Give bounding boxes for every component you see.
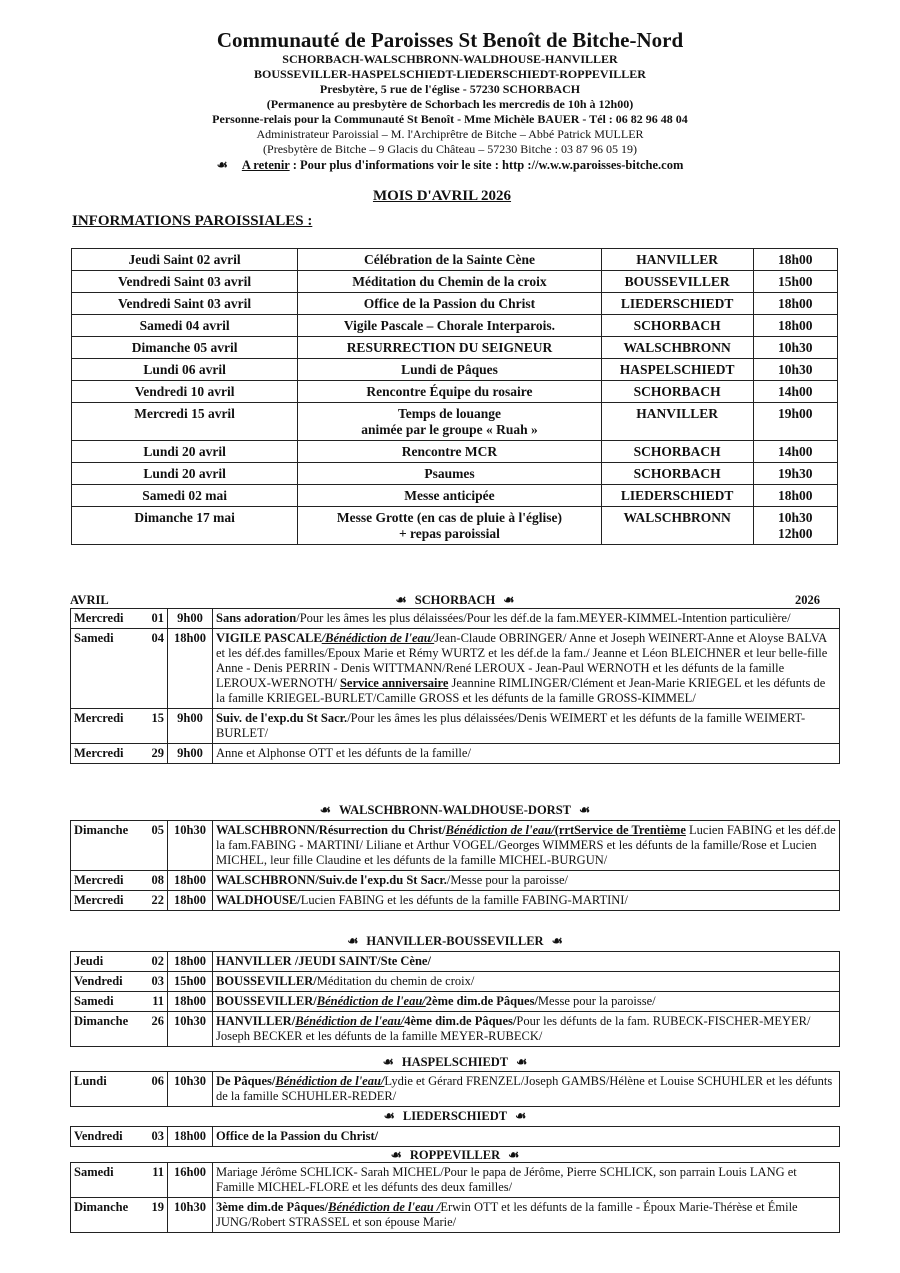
intention-part: Lucien FABING et les déf.de la fam.FABING - MARTINI/ Liliane et Arthur VOGEL/Georges WIMMERS et les défunts de la famille/Rose et Lucien MICHEL, leur fille Claudine et les défunts de la famille MICHEL-BURGUN/ (216, 823, 836, 867)
mass-day (71, 952, 168, 972)
leaf-ornament-icon: ☙ (551, 934, 563, 948)
event-place: LIEDERSCHIEDT (601, 293, 753, 315)
intention-part: Office de la Passion du Christ/ (216, 1129, 379, 1143)
table-row (71, 821, 840, 871)
day-name: Mercredi (74, 746, 124, 760)
event-name (298, 463, 602, 485)
event-time (753, 359, 837, 381)
mass-intentions (213, 709, 840, 744)
roppeviller-table (70, 1162, 840, 1233)
leaf-ornament-icon: ☙ (347, 934, 359, 948)
mass-time: 9h00 (168, 744, 213, 764)
mass-time: 9h00 (168, 609, 213, 629)
intention-part: HANVILLER /JEUDI SAINT/Ste Cène/ (216, 954, 431, 968)
event-name-line: Célébration de la Sainte Cène (363, 252, 535, 267)
event-place: HANVILLER (601, 249, 753, 271)
table-row (72, 507, 838, 545)
event-time-line: 10h30 (778, 362, 813, 377)
table-row (72, 249, 838, 271)
intention-part: Bénédiction de l'eau / (328, 1200, 441, 1214)
day-name: Mercredi (74, 873, 124, 887)
mass-time: 18h00 (168, 891, 213, 911)
administrator: Administrateur Paroissial – M. l'Archiprêtre de Bitche – Abbé Patrick MULLER (256, 127, 644, 141)
event-time-line: 18h00 (778, 252, 813, 267)
event-name-line-2: animée par le groupe « Ruah » (361, 422, 538, 437)
section-header-haspelschiedt (70, 1055, 840, 1070)
intention-part: Bénédiction de l'eau/ (295, 1014, 405, 1028)
villages-line-1: SCHORBACH-WALSCHBRONN-WALDHOUSE-HANVILLER (282, 52, 618, 66)
parish-title: Communauté de Paroisses St Benoît de Bitche-Nord (216, 28, 684, 52)
mass-time: 18h00 (168, 952, 213, 972)
intention-part: Mariage Jérôme SCHLICK- Sarah MICHEL/Pour le papa de Jérôme, Pierre SCHLICK, son parrain Louis LANG et Famille MICHEL-FLORE et les défunts des deux familles/ (216, 1165, 797, 1194)
intention-part: Anne et Alphonse OTT et les défunts de la famille/ (216, 746, 471, 760)
event-place: SCHORBACH (601, 381, 753, 403)
day-number: 11 (152, 994, 164, 1008)
event-time-line: 15h00 (778, 274, 813, 289)
event-time-line-2: 12h00 (778, 526, 813, 541)
table-row (72, 271, 838, 293)
intention-part: 4ème dim.de Pâques/ (404, 1014, 517, 1028)
mass-intentions (213, 744, 840, 764)
day-name: Samedi (74, 631, 114, 645)
intention-part: Lydie et Gérard FRENZEL/Joseph GAMBS/Hélène et Louise SCHUHLER et les défunts de la famille SCHUHLER-REDER/ (216, 1074, 833, 1103)
retenir-text: : Pour plus d'informations voir le site : http ://w.w.w.paroisses-bitche.com (289, 158, 684, 172)
event-place: LIEDERSCHIEDT (601, 485, 753, 507)
leaf-ornament-icon: ☙ (216, 158, 228, 172)
mass-time: 10h30 (168, 1072, 213, 1107)
event-date: Mercredi 15 avril (72, 403, 298, 441)
mass-time: 16h00 (168, 1163, 213, 1198)
intention-part: Méditation du chemin de croix/ (316, 974, 475, 988)
event-time (753, 271, 837, 293)
section-header-liederschiedt (70, 1109, 840, 1124)
day-number: 01 (151, 611, 164, 625)
event-name (298, 507, 602, 545)
day-name: Dimanche (74, 823, 129, 837)
villages-line-2: BOUSSEVILLER-HASPELSCHIEDT-LIEDERSCHIEDT-ROPPEVILLER (254, 67, 646, 81)
event-date: Samedi 04 avril (72, 315, 298, 337)
event-time-line: 18h00 (778, 296, 813, 311)
intention-part: VIGILE PASCALE (216, 631, 322, 645)
section-title: ROPPEVILLER (409, 1148, 501, 1162)
table-row (71, 952, 840, 972)
table-row (71, 609, 840, 629)
event-name-line: Temps de louange (397, 406, 501, 421)
contact-person: Personne-relais pour la Communauté St Benoît - Mme Michèle BAUER - Tél : 06 82 96 48 04 (212, 112, 688, 126)
event-time (753, 403, 837, 441)
event-place: SCHORBACH (601, 315, 753, 337)
event-time-line: 10h30 (778, 340, 813, 355)
event-place: BOUSSEVILLER (601, 271, 753, 293)
event-place: SCHORBACH (601, 441, 753, 463)
bitche-address: (Presbytère de Bitche – 9 Glacis du Château – 57230 Bitche : 03 87 96 05 19) (263, 142, 637, 156)
leaf-ornament-icon: ☙ (390, 1148, 402, 1162)
mass-day (71, 1127, 168, 1147)
table-row (72, 359, 838, 381)
event-date: Lundi 20 avril (72, 441, 298, 463)
intention-part: /Pour les âmes les plus délaissées/Denis WEIMERT et les défunts de la famille WEIMERT-BURLET/ (216, 711, 806, 740)
mass-time: 18h00 (168, 1127, 213, 1147)
day-name: Mercredi (74, 893, 124, 907)
leaf-ornament-icon: ☙ (515, 1109, 527, 1123)
mass-intentions (213, 871, 840, 891)
event-name-line: Vigile Pascale – Chorale Interparois. (343, 318, 556, 333)
event-time (753, 441, 837, 463)
event-time (753, 249, 837, 271)
event-date: Vendredi Saint 03 avril (72, 293, 298, 315)
event-place: HANVILLER (601, 403, 753, 441)
leaf-ornament-icon: ☙ (319, 803, 331, 817)
event-place: SCHORBACH (601, 463, 753, 485)
mass-day (71, 629, 168, 709)
table-row (71, 1072, 840, 1107)
walschbronn-table (70, 820, 840, 911)
intention-part: /Bénédiction de l'eau/ (321, 631, 435, 645)
event-date: Lundi 06 avril (72, 359, 298, 381)
mass-time: 10h30 (168, 1198, 213, 1233)
section-header-walschbronn (70, 803, 840, 818)
day-number: 06 (151, 1074, 164, 1088)
intention-part: 3ème dim.de Pâques/ (216, 1200, 329, 1214)
table-row (72, 463, 838, 485)
day-number: 26 (151, 1014, 164, 1028)
day-number: 03 (151, 974, 164, 988)
mass-intentions (213, 821, 840, 871)
event-time-line: 14h00 (778, 384, 813, 399)
day-name: Mercredi (74, 711, 124, 725)
event-name-line: Psaumes (424, 466, 475, 481)
event-name (298, 249, 602, 271)
event-date: Vendredi Saint 03 avril (72, 271, 298, 293)
mass-day (71, 871, 168, 891)
intention-part: Suiv. de l'exp.du St Sacr. (216, 711, 348, 725)
schorbach-table (70, 608, 840, 764)
mass-time: 10h30 (168, 1012, 213, 1047)
mass-intentions (213, 1198, 840, 1233)
mass-day (71, 972, 168, 992)
mass-intentions (213, 972, 840, 992)
leaf-ornament-icon: ☙ (516, 1055, 528, 1069)
mass-intentions (213, 1127, 840, 1147)
table-row (71, 871, 840, 891)
day-name: Vendredi (74, 1129, 123, 1143)
mass-day (71, 609, 168, 629)
intention-part: Sans adoration (216, 611, 297, 625)
month-title: MOIS D'AVRIL 2026 (372, 188, 512, 204)
section-header-roppeviller (70, 1148, 840, 1163)
leaf-ornament-icon: ☙ (503, 593, 515, 607)
event-time-line: 19h30 (778, 466, 813, 481)
leaf-ornament-icon: ☙ (578, 803, 591, 817)
mass-intentions (213, 1163, 840, 1198)
intention-part: Bénédiction de l'eau/ (275, 1074, 385, 1088)
day-number: 22 (151, 893, 164, 907)
mass-day (71, 1012, 168, 1047)
intention-part: WALSCHBRONN/Suiv.de l'exp.du St Sacr. (216, 873, 447, 887)
event-time (753, 485, 837, 507)
intention-part: Jeannine RIMLINGER/Clément et Jean-Marie KRIEGEL et les défunts de la famille KRIEGEL-BURLET/Camille GROSS et les défunts de la famille GROSS-KIMMEL/ (216, 676, 826, 705)
leaf-ornament-icon: ☙ (382, 1055, 394, 1069)
event-date: Lundi 20 avril (72, 463, 298, 485)
table-row (71, 1012, 840, 1047)
event-name (298, 403, 602, 441)
event-name-line-2: + repas paroissial (398, 526, 500, 541)
event-time (753, 315, 837, 337)
event-time-line: 19h00 (778, 406, 813, 421)
intention-part: BOUSSEVILLER/ (216, 974, 317, 988)
event-date: Dimanche 05 avril (72, 337, 298, 359)
table-row (72, 441, 838, 463)
event-time (753, 507, 837, 545)
event-name-line: Messe anticipée (404, 488, 495, 503)
intention-part: WALDHOUSE/ (216, 893, 301, 907)
event-name-line: Rencontre MCR (401, 444, 498, 459)
event-time (753, 337, 837, 359)
intention-part: Lucien FABING et les défunts de la famille FABING-MARTINI/ (300, 893, 628, 907)
intention-part: 2ème dim.de Pâques/ (425, 994, 538, 1008)
table-row (71, 972, 840, 992)
mass-day (71, 709, 168, 744)
day-name: Mercredi (74, 611, 124, 625)
table-row (72, 293, 838, 315)
intention-part: Pour les défunts de la fam. RUBECK-FISCHER-MEYER/ Joseph BECKER et les défunts de la famille MEYER-RUBECK/ (216, 1014, 811, 1043)
mass-intentions (213, 891, 840, 911)
mass-intentions (213, 629, 840, 709)
retenir-label: A retenir (241, 158, 290, 172)
intention-part: (rrtService de Trentième (554, 823, 686, 837)
intention-part: Service anniversaire (339, 676, 449, 690)
event-name (298, 271, 602, 293)
mass-day (71, 1163, 168, 1198)
table-row (72, 315, 838, 337)
day-name: Vendredi (74, 974, 123, 988)
table-row (71, 1127, 840, 1147)
section-title: SCHORBACH (414, 593, 496, 607)
event-place: WALSCHBRONN (601, 507, 753, 545)
mass-day (71, 821, 168, 871)
day-number: 03 (151, 1129, 164, 1143)
parish-header (0, 28, 900, 173)
event-time-line: 10h30 (778, 510, 813, 525)
intention-part: HANVILLER/ (216, 1014, 296, 1028)
mass-day (71, 992, 168, 1012)
event-name (298, 315, 602, 337)
event-time (753, 463, 837, 485)
event-place: HASPELSCHIEDT (601, 359, 753, 381)
event-name (298, 293, 602, 315)
leaf-ornament-icon: ☙ (395, 593, 407, 607)
event-name (298, 485, 602, 507)
mass-day (71, 1072, 168, 1107)
intention-part: Bénédiction de l'eau/ (316, 994, 426, 1008)
intention-part: /Messe pour la paroisse/ (446, 873, 569, 887)
event-date: Dimanche 17 mai (72, 507, 298, 545)
year-label: 2026 (795, 593, 820, 607)
event-name (298, 359, 602, 381)
event-time (753, 293, 837, 315)
event-name-line: Messe Grotte (en cas de pluie à l'église) (336, 510, 562, 525)
mass-intentions (213, 609, 840, 629)
day-name: Dimanche (74, 1200, 129, 1214)
mass-time: 18h00 (168, 629, 213, 709)
mass-time: 18h00 (168, 871, 213, 891)
day-number: 05 (151, 823, 164, 837)
table-row (72, 403, 838, 441)
event-place: WALSCHBRONN (601, 337, 753, 359)
day-number: 08 (151, 873, 164, 887)
day-number: 29 (151, 746, 164, 760)
event-time (753, 381, 837, 403)
table-row (71, 1163, 840, 1198)
section-title: HASPELSCHIEDT (401, 1055, 509, 1069)
event-name (298, 441, 602, 463)
table-row (71, 629, 840, 709)
mass-time: 10h30 (168, 821, 213, 871)
table-row (72, 381, 838, 403)
intention-part: Jean-Claude OBRINGER/ Anne et Joseph WEINERT-Anne et Aloyse BALVA et les déf.des familles/Epoux Marie et Rémy WURTZ et les déf.de la fam./ Jeanne et Léon BLEICHNER et leur belle-fille Anne - Denis PERRIN - Denis WITTMANN/René LEROUX - Jean-Paul WERNOTH et les défunts de la famille LEROUX-WERNOTH/ (216, 631, 828, 690)
day-name: Jeudi (74, 954, 104, 968)
mass-day (71, 744, 168, 764)
mass-intentions (213, 992, 840, 1012)
intention-part: /Pour les âmes les plus délaissées/Pour les déf.de la fam.MEYER-KIMMEL-Intention particulière/ (296, 611, 791, 625)
liederschiedt-table (70, 1126, 840, 1147)
event-name (298, 337, 602, 359)
intention-part: Bénédiction de l'eau/ (445, 823, 555, 837)
section-title: WALSCHBRONN-WALDHOUSE-DORST (339, 803, 571, 817)
section-title: HANVILLER-BOUSSEVILLER (366, 934, 544, 948)
day-name: Dimanche (74, 1014, 129, 1028)
retenir-line (0, 157, 900, 173)
event-name-line: Lundi de Pâques (401, 362, 498, 377)
mass-intentions (213, 1012, 840, 1047)
event-name-line: Office de la Passion du Christ (363, 296, 536, 311)
table-row (72, 337, 838, 359)
intention-part: WALSCHBRONN/Résurrection du Christ/ (216, 823, 446, 837)
mass-time: 18h00 (168, 992, 213, 1012)
mass-day (71, 891, 168, 911)
mass-day (71, 1198, 168, 1233)
table-row (71, 1198, 840, 1233)
intention-part: BOUSSEVILLER/ (216, 994, 317, 1008)
table-row (72, 485, 838, 507)
intention-part: Erwin OTT et les défunts de la famille - Époux Marie-Thérèse et Émile JUNG/Robert STRASSEL et son épouse Marie/ (216, 1200, 798, 1229)
event-name-line: Méditation du Chemin de la croix (352, 274, 547, 289)
permanence-hours: (Permanence au presbytère de Schorbach les mercredis de 10h à 12h00) (266, 97, 634, 111)
event-date: Vendredi 10 avril (72, 381, 298, 403)
day-name: Samedi (74, 1165, 114, 1179)
day-name: Lundi (74, 1074, 107, 1088)
section-header-schorbach (70, 593, 840, 608)
mass-time: 15h00 (168, 972, 213, 992)
leaf-ornament-icon: ☙ (383, 1109, 395, 1123)
day-number: 02 (151, 954, 164, 968)
event-time-line: 18h00 (778, 318, 813, 333)
event-name (298, 381, 602, 403)
haspelschiedt-table (70, 1071, 840, 1107)
mass-time: 9h00 (168, 709, 213, 744)
event-date: Jeudi Saint 02 avril (72, 249, 298, 271)
event-name-line: RESURRECTION DU SEIGNEUR (346, 340, 553, 355)
day-number: 19 (151, 1200, 164, 1214)
mass-intentions (213, 1072, 840, 1107)
mass-intentions (213, 952, 840, 972)
info-table (71, 248, 838, 545)
section-header-hanviller (70, 934, 840, 949)
intention-part: De Pâques/ (216, 1074, 276, 1088)
day-number: 04 (151, 631, 164, 645)
day-name: Samedi (74, 994, 114, 1008)
day-number: 11 (152, 1165, 164, 1179)
event-name-line: Rencontre Équipe du rosaire (366, 384, 533, 399)
section-title: LIEDERSCHIEDT (402, 1109, 508, 1123)
day-number: 15 (151, 711, 164, 725)
presbytery-address: Presbytère, 5 rue de l'église - 57230 SCHORBACH (319, 82, 581, 96)
event-time-line: 14h00 (778, 444, 813, 459)
event-date: Samedi 02 mai (72, 485, 298, 507)
table-row (71, 891, 840, 911)
hanviller-table (70, 951, 840, 1047)
leaf-ornament-icon: ☙ (508, 1148, 520, 1162)
info-section-title: INFORMATIONS PAROISSIALES : (72, 213, 313, 229)
intention-part: Messe pour la paroisse/ (537, 994, 656, 1008)
table-row (71, 744, 840, 764)
month-label: AVRIL (70, 593, 109, 607)
event-time-line: 18h00 (778, 488, 813, 503)
table-row (71, 992, 840, 1012)
table-row (71, 709, 840, 744)
